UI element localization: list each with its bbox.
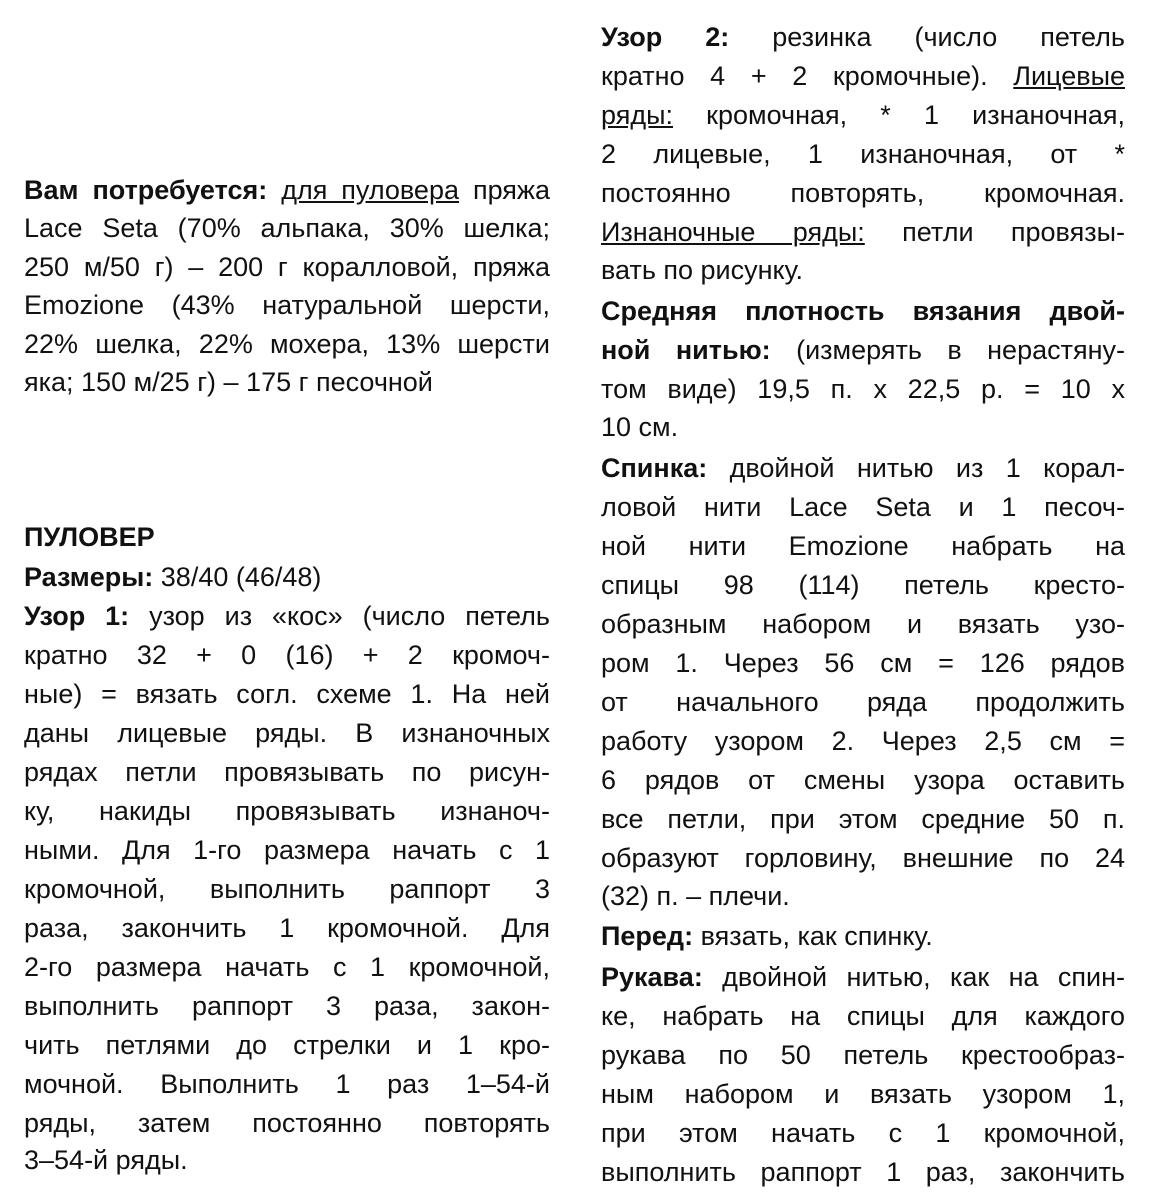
materials-text: Lace Seta (70% альпака, 30% шелка; bbox=[24, 213, 550, 243]
pattern1-line: раза, закончить 1 кромочной. Для bbox=[24, 913, 550, 943]
sizes-value: 38/40 (46/48) bbox=[153, 562, 322, 592]
front-line bbox=[601, 917, 933, 955]
pattern1-line: ными. Для 1-го размера начать с 1 bbox=[24, 835, 550, 865]
pullover-title: ПУЛОВЕР bbox=[24, 522, 155, 552]
sleeves-line: при этом начать с 1 кромочной, bbox=[601, 1118, 1125, 1148]
back-line: от начального ряда продолжить bbox=[601, 687, 1125, 717]
sizes-line bbox=[24, 558, 321, 596]
pattern2-text: резинка (число петель bbox=[729, 22, 1125, 52]
pattern2-line bbox=[601, 96, 1125, 134]
pattern1-line: 2-го размера начать с 1 кромочной, bbox=[24, 952, 550, 982]
sleeves-line: ным набором и вязать узором 1, bbox=[601, 1079, 1125, 1109]
sleeves-line: рукава по 50 петель крестообраз- bbox=[601, 1040, 1125, 1070]
back-heading: Спинка: bbox=[601, 453, 708, 483]
pattern1-line: рядах петли провязывать по рисун- bbox=[24, 757, 550, 787]
sleeves-line: выполнить раппорт 1 раз, закончить bbox=[601, 1157, 1125, 1187]
density-line: 10 см. bbox=[601, 412, 679, 442]
pattern2-underlined-text: ряды: bbox=[601, 100, 673, 130]
sleeves-line: ке, набрать на спицы для каждого bbox=[601, 1001, 1125, 1031]
back-text: двойной нитью из 1 корал- bbox=[707, 453, 1125, 483]
back-line: спицы 98 (114) петель кресто- bbox=[601, 570, 1125, 600]
pattern1-line: мочной. Выполнить 1 раз 1–54-й bbox=[24, 1069, 550, 1099]
pattern2-text: кромочная, * 1 изнаночная, bbox=[673, 100, 1125, 130]
materials-line bbox=[24, 363, 433, 401]
sizes-heading: Размеры: bbox=[24, 562, 154, 592]
pattern2-heading: Узор 2: bbox=[601, 22, 730, 52]
front-text: вязать, как спинку. bbox=[693, 921, 933, 951]
back-line: ром 1. Через 56 см = 126 рядов bbox=[601, 648, 1125, 678]
materials-text: яка; 150 м/25 г) – 175 г песочной bbox=[24, 367, 433, 397]
density-text: (измерять в нерастяну- bbox=[770, 335, 1125, 365]
materials-line bbox=[24, 325, 550, 363]
pattern2-line bbox=[601, 18, 1125, 56]
pattern1-line: даны лицевые ряды. В изнаночных bbox=[24, 718, 550, 748]
pattern2-line bbox=[601, 57, 1125, 95]
back-line: 6 рядов от смены узора оставить bbox=[601, 765, 1125, 795]
materials-line bbox=[24, 171, 550, 209]
sleeves-line bbox=[601, 958, 1125, 996]
back-line: ловой нити Lace Seta и 1 песоч- bbox=[601, 492, 1125, 522]
pattern1-heading: Узор 1: bbox=[24, 601, 130, 631]
materials-heading: Вам потребуется: bbox=[24, 175, 268, 205]
density-heading: ной нитью: bbox=[601, 335, 771, 365]
back-line: работу узором 2. Через 2,5 см = bbox=[601, 726, 1125, 756]
pattern1-line: выполнить раппорт 3 раза, закон- bbox=[24, 991, 550, 1021]
materials-text: 250 м/50 г) – 200 г коралловой, пряжа bbox=[24, 252, 550, 282]
density-heading: Средняя плотность вязания двой- bbox=[601, 296, 1125, 326]
pattern1-line: кратно 32 + 0 (16) + 2 кромоч- bbox=[24, 640, 550, 670]
density-line bbox=[601, 331, 1125, 369]
pattern1-line: 3–54-й ряды. bbox=[24, 1145, 188, 1175]
pattern1-line: ные) = вязать согл. схеме 1. На ней bbox=[24, 679, 550, 709]
pattern2-line: 2 лицевые, 1 изнаночная, от * bbox=[601, 139, 1125, 169]
materials-line bbox=[24, 248, 550, 286]
pattern1-line: ряды, затем постоянно повторять bbox=[24, 1108, 550, 1138]
front-heading: Перед: bbox=[601, 921, 694, 951]
pattern1-line: кромочной, выполнить раппорт 3 bbox=[24, 874, 550, 904]
pattern1-line: ку, накиды провязывать изнаноч- bbox=[24, 796, 550, 826]
back-line: образуют горловину, внешние по 24 bbox=[601, 843, 1125, 873]
density-line: том виде) 19,5 п. х 22,5 р. = 10 х bbox=[601, 374, 1125, 404]
materials-line bbox=[24, 286, 550, 324]
back-line: (32) п. – плечи. bbox=[601, 881, 790, 911]
sleeves-heading: Рукава: bbox=[601, 962, 703, 992]
pattern2-text: петли провязы- bbox=[864, 217, 1125, 247]
pattern2-underlined-text: Изнаночные ряды: bbox=[601, 217, 865, 247]
sleeves-text: двойной нитью, как на спин- bbox=[702, 962, 1125, 992]
pattern2-underlined-text: Лицевые bbox=[1013, 61, 1125, 91]
pattern2-text: кратно 4 + 2 кромочные). bbox=[601, 61, 988, 91]
pattern1-text: узор из «кос» (число петель bbox=[129, 601, 551, 631]
back-line: образным набором и вязать узо- bbox=[601, 609, 1125, 639]
materials-text: пряжа bbox=[459, 175, 550, 205]
pattern1-line: чить петлями до стрелки и 1 кро- bbox=[24, 1030, 550, 1060]
back-line bbox=[601, 449, 1125, 487]
materials-line bbox=[24, 209, 550, 247]
back-line: ной нити Emozione набрать на bbox=[601, 531, 1125, 561]
pattern2-line: вать по рисунку. bbox=[601, 255, 803, 285]
back-line: все петли, при этом средние 50 п. bbox=[601, 804, 1125, 834]
materials-text: 22% шелка, 22% мохера, 13% шерсти bbox=[24, 329, 550, 359]
pattern2-line: постоянно повторять, кромочная. bbox=[601, 178, 1125, 208]
materials-text: Emozione (43% натуральной шерсти, bbox=[24, 290, 550, 320]
materials-underlined-text: для пуловера bbox=[281, 175, 459, 205]
pattern1-line bbox=[24, 597, 550, 635]
pattern2-line bbox=[601, 213, 1125, 251]
